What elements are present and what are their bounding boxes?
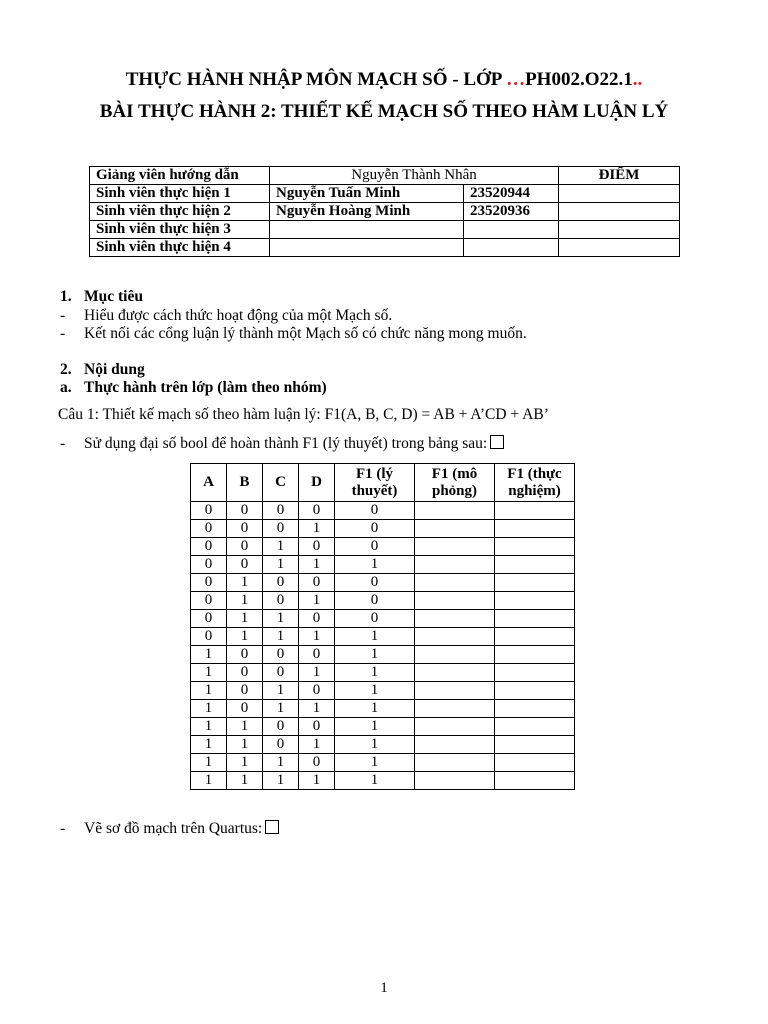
student-name [270, 239, 464, 257]
input-cell: 0 [263, 664, 299, 682]
student-row [90, 185, 680, 203]
table-row [191, 772, 575, 790]
input-cell: 0 [227, 538, 263, 556]
empty-cell [415, 538, 495, 556]
empty-cell [495, 772, 575, 790]
table-row [191, 646, 575, 664]
input-cell: 0 [263, 736, 299, 754]
table-row [191, 538, 575, 556]
input-cell: 1 [227, 754, 263, 772]
class-code: PH002.O22.1 [525, 69, 633, 90]
empty-cell [415, 520, 495, 538]
input-cell: 0 [299, 646, 335, 664]
col-header-d: D [299, 464, 335, 502]
input-cell: 1 [191, 700, 227, 718]
student-label: Sinh viên thực hiện 2 [90, 203, 270, 221]
section1-number: 1. [60, 288, 72, 305]
input-cell: 1 [191, 718, 227, 736]
table-row [191, 718, 575, 736]
student-row [90, 239, 680, 257]
empty-cell [415, 754, 495, 772]
input-cell: 1 [227, 628, 263, 646]
output-cell: 0 [335, 610, 415, 628]
col-header-f1-simulation: F1 (mô phỏng) [415, 464, 495, 502]
input-cell: 0 [299, 682, 335, 700]
student-id [464, 239, 559, 257]
empty-cell [495, 718, 575, 736]
input-cell: 1 [227, 574, 263, 592]
empty-cell [415, 646, 495, 664]
input-cell: 1 [299, 736, 335, 754]
input-cell: 0 [263, 574, 299, 592]
empty-cell [415, 628, 495, 646]
section2a-number: a. [60, 379, 72, 396]
checkbox-icon[interactable] [490, 435, 504, 449]
student-name [270, 221, 464, 239]
truth-table-header [191, 464, 575, 502]
input-cell: 1 [263, 772, 299, 790]
input-cell: 1 [191, 772, 227, 790]
title-dots-right: .. [632, 69, 643, 90]
bullet-text: Hiểu được cách thức hoạt động của một Mạch số. [84, 307, 393, 324]
table-row [191, 754, 575, 772]
col-header-b: B [227, 464, 263, 502]
table-row [191, 682, 575, 700]
empty-cell [495, 682, 575, 700]
empty-cell [495, 700, 575, 718]
empty-cell [415, 574, 495, 592]
empty-cell [415, 592, 495, 610]
output-cell: 1 [335, 628, 415, 646]
input-cell: 0 [191, 592, 227, 610]
checkbox-icon[interactable] [265, 820, 279, 834]
empty-cell [495, 754, 575, 772]
section2-number: 2. [60, 361, 72, 378]
bullet-dash: - [60, 435, 66, 452]
input-cell: 1 [263, 754, 299, 772]
instructor-row [90, 167, 680, 185]
section2a-title: Thực hành trên lớp (làm theo nhóm) [84, 379, 327, 396]
input-cell: 1 [299, 772, 335, 790]
output-cell: 1 [335, 772, 415, 790]
student-id [464, 221, 559, 239]
empty-cell [415, 502, 495, 520]
input-cell: 0 [191, 502, 227, 520]
input-cell: 1 [299, 592, 335, 610]
input-cell: 1 [227, 610, 263, 628]
instructor-name: Nguyễn Thành Nhân [270, 167, 559, 185]
empty-cell [415, 700, 495, 718]
input-cell: 0 [263, 718, 299, 736]
score-cell [559, 221, 680, 239]
section2-title: Nội dung [84, 361, 145, 378]
input-cell: 0 [299, 574, 335, 592]
input-cell: 0 [191, 556, 227, 574]
output-cell: 0 [335, 592, 415, 610]
empty-cell [415, 772, 495, 790]
table-row [191, 736, 575, 754]
student-label: Sinh viên thực hiện 4 [90, 239, 270, 257]
score-header: ĐIỂM [559, 167, 680, 185]
question-1: Câu 1: Thiết kế mạch số theo hàm luận lý: F1(A, B, C, D) = AB + A’CD + AB’ [58, 406, 549, 423]
empty-cell [495, 538, 575, 556]
output-cell: 0 [335, 520, 415, 538]
empty-cell [495, 736, 575, 754]
empty-cell [415, 556, 495, 574]
empty-cell [495, 628, 575, 646]
input-cell: 0 [227, 556, 263, 574]
bullet-text: Sử dụng đại số bool để hoàn thành F1 (lý thuyết) trong bảng sau: [84, 435, 488, 452]
input-cell: 0 [299, 718, 335, 736]
input-cell: 1 [227, 718, 263, 736]
instructor-label: Giảng viên hướng dẫn [90, 167, 270, 185]
score-cell [559, 185, 680, 203]
input-cell: 0 [263, 520, 299, 538]
input-cell: 1 [191, 754, 227, 772]
student-label: Sinh viên thực hiện 3 [90, 221, 270, 239]
output-cell: 1 [335, 700, 415, 718]
title-dots-left: … [506, 69, 526, 90]
input-cell: 1 [263, 538, 299, 556]
input-cell: 1 [263, 682, 299, 700]
table-row [191, 610, 575, 628]
col-header-c: C [263, 464, 299, 502]
table-row [191, 664, 575, 682]
input-cell: 1 [299, 520, 335, 538]
empty-cell [495, 574, 575, 592]
output-cell: 0 [335, 574, 415, 592]
input-cell: 0 [191, 574, 227, 592]
page-number: 1 [380, 980, 388, 996]
student-row [90, 203, 680, 221]
table-row [191, 592, 575, 610]
output-cell: 1 [335, 556, 415, 574]
doc-title-line1 [0, 69, 768, 91]
table-row [191, 502, 575, 520]
input-cell: 1 [263, 628, 299, 646]
input-cell: 0 [227, 682, 263, 700]
col-header-f1-experiment: F1 (thực nghiệm) [495, 464, 575, 502]
table-row [191, 556, 575, 574]
student-id: 23520944 [464, 185, 559, 203]
input-cell: 0 [227, 664, 263, 682]
title-prefix: THỰC HÀNH NHẬP MÔN MẠCH SỐ - LỚP [125, 69, 507, 90]
bullet-text: Vẽ sơ đồ mạch trên Quartus: [84, 820, 263, 837]
empty-cell [495, 520, 575, 538]
input-cell: 1 [299, 556, 335, 574]
bullet-dash: - [60, 325, 66, 342]
empty-cell [495, 610, 575, 628]
input-cell: 0 [191, 538, 227, 556]
col-header-f1-theory: F1 (lý thuyết) [335, 464, 415, 502]
table-row [191, 574, 575, 592]
input-cell: 1 [227, 592, 263, 610]
score-cell [559, 203, 680, 221]
input-cell: 1 [191, 736, 227, 754]
section1-title: Mục tiêu [84, 288, 143, 305]
input-cell: 0 [227, 520, 263, 538]
student-label: Sinh viên thực hiện 1 [90, 185, 270, 203]
input-cell: 0 [299, 538, 335, 556]
input-cell: 1 [227, 772, 263, 790]
table-row [191, 700, 575, 718]
empty-cell [495, 664, 575, 682]
empty-cell [415, 664, 495, 682]
input-cell: 0 [299, 502, 335, 520]
empty-cell [415, 610, 495, 628]
empty-cell [495, 592, 575, 610]
table-row [191, 628, 575, 646]
student-name: Nguyễn Hoàng Minh [270, 203, 464, 221]
input-cell: 1 [191, 646, 227, 664]
input-cell: 1 [299, 664, 335, 682]
output-cell: 1 [335, 736, 415, 754]
input-cell: 0 [191, 628, 227, 646]
input-cell: 0 [191, 610, 227, 628]
empty-cell [415, 718, 495, 736]
input-cell: 1 [263, 610, 299, 628]
output-cell: 1 [335, 718, 415, 736]
output-cell: 1 [335, 682, 415, 700]
col-header-a: A [191, 464, 227, 502]
table-row [191, 520, 575, 538]
empty-cell [415, 736, 495, 754]
input-cell: 0 [299, 754, 335, 772]
bullet-text: Kết nối các cổng luận lý thành một Mạch số có chức năng mong muốn. [84, 325, 527, 342]
empty-cell [495, 646, 575, 664]
input-cell: 0 [263, 502, 299, 520]
input-cell: 1 [299, 700, 335, 718]
bullet-dash: - [60, 820, 66, 837]
input-cell: 0 [263, 646, 299, 664]
input-cell: 0 [227, 646, 263, 664]
input-cell: 1 [263, 700, 299, 718]
doc-title-line2: BÀI THỰC HÀNH 2: THIẾT KẾ MẠCH SỐ THEO HÀM LUẬN LÝ [99, 101, 669, 122]
student-row [90, 221, 680, 239]
truth-table [190, 463, 575, 790]
input-cell: 1 [299, 628, 335, 646]
input-cell: 1 [263, 556, 299, 574]
bullet-dash: - [60, 307, 66, 324]
output-cell: 1 [335, 754, 415, 772]
input-cell: 1 [191, 682, 227, 700]
input-cell: 0 [299, 610, 335, 628]
student-id: 23520936 [464, 203, 559, 221]
score-cell [559, 239, 680, 257]
input-cell: 0 [191, 520, 227, 538]
empty-cell [495, 502, 575, 520]
output-cell: 1 [335, 646, 415, 664]
output-cell: 0 [335, 502, 415, 520]
input-cell: 1 [227, 736, 263, 754]
student-name: Nguyễn Tuấn Minh [270, 185, 464, 203]
output-cell: 0 [335, 538, 415, 556]
input-cell: 1 [191, 664, 227, 682]
input-cell: 0 [227, 700, 263, 718]
input-cell: 0 [227, 502, 263, 520]
info-table [89, 166, 680, 257]
empty-cell [415, 682, 495, 700]
empty-cell [495, 556, 575, 574]
output-cell: 1 [335, 664, 415, 682]
input-cell: 0 [263, 592, 299, 610]
